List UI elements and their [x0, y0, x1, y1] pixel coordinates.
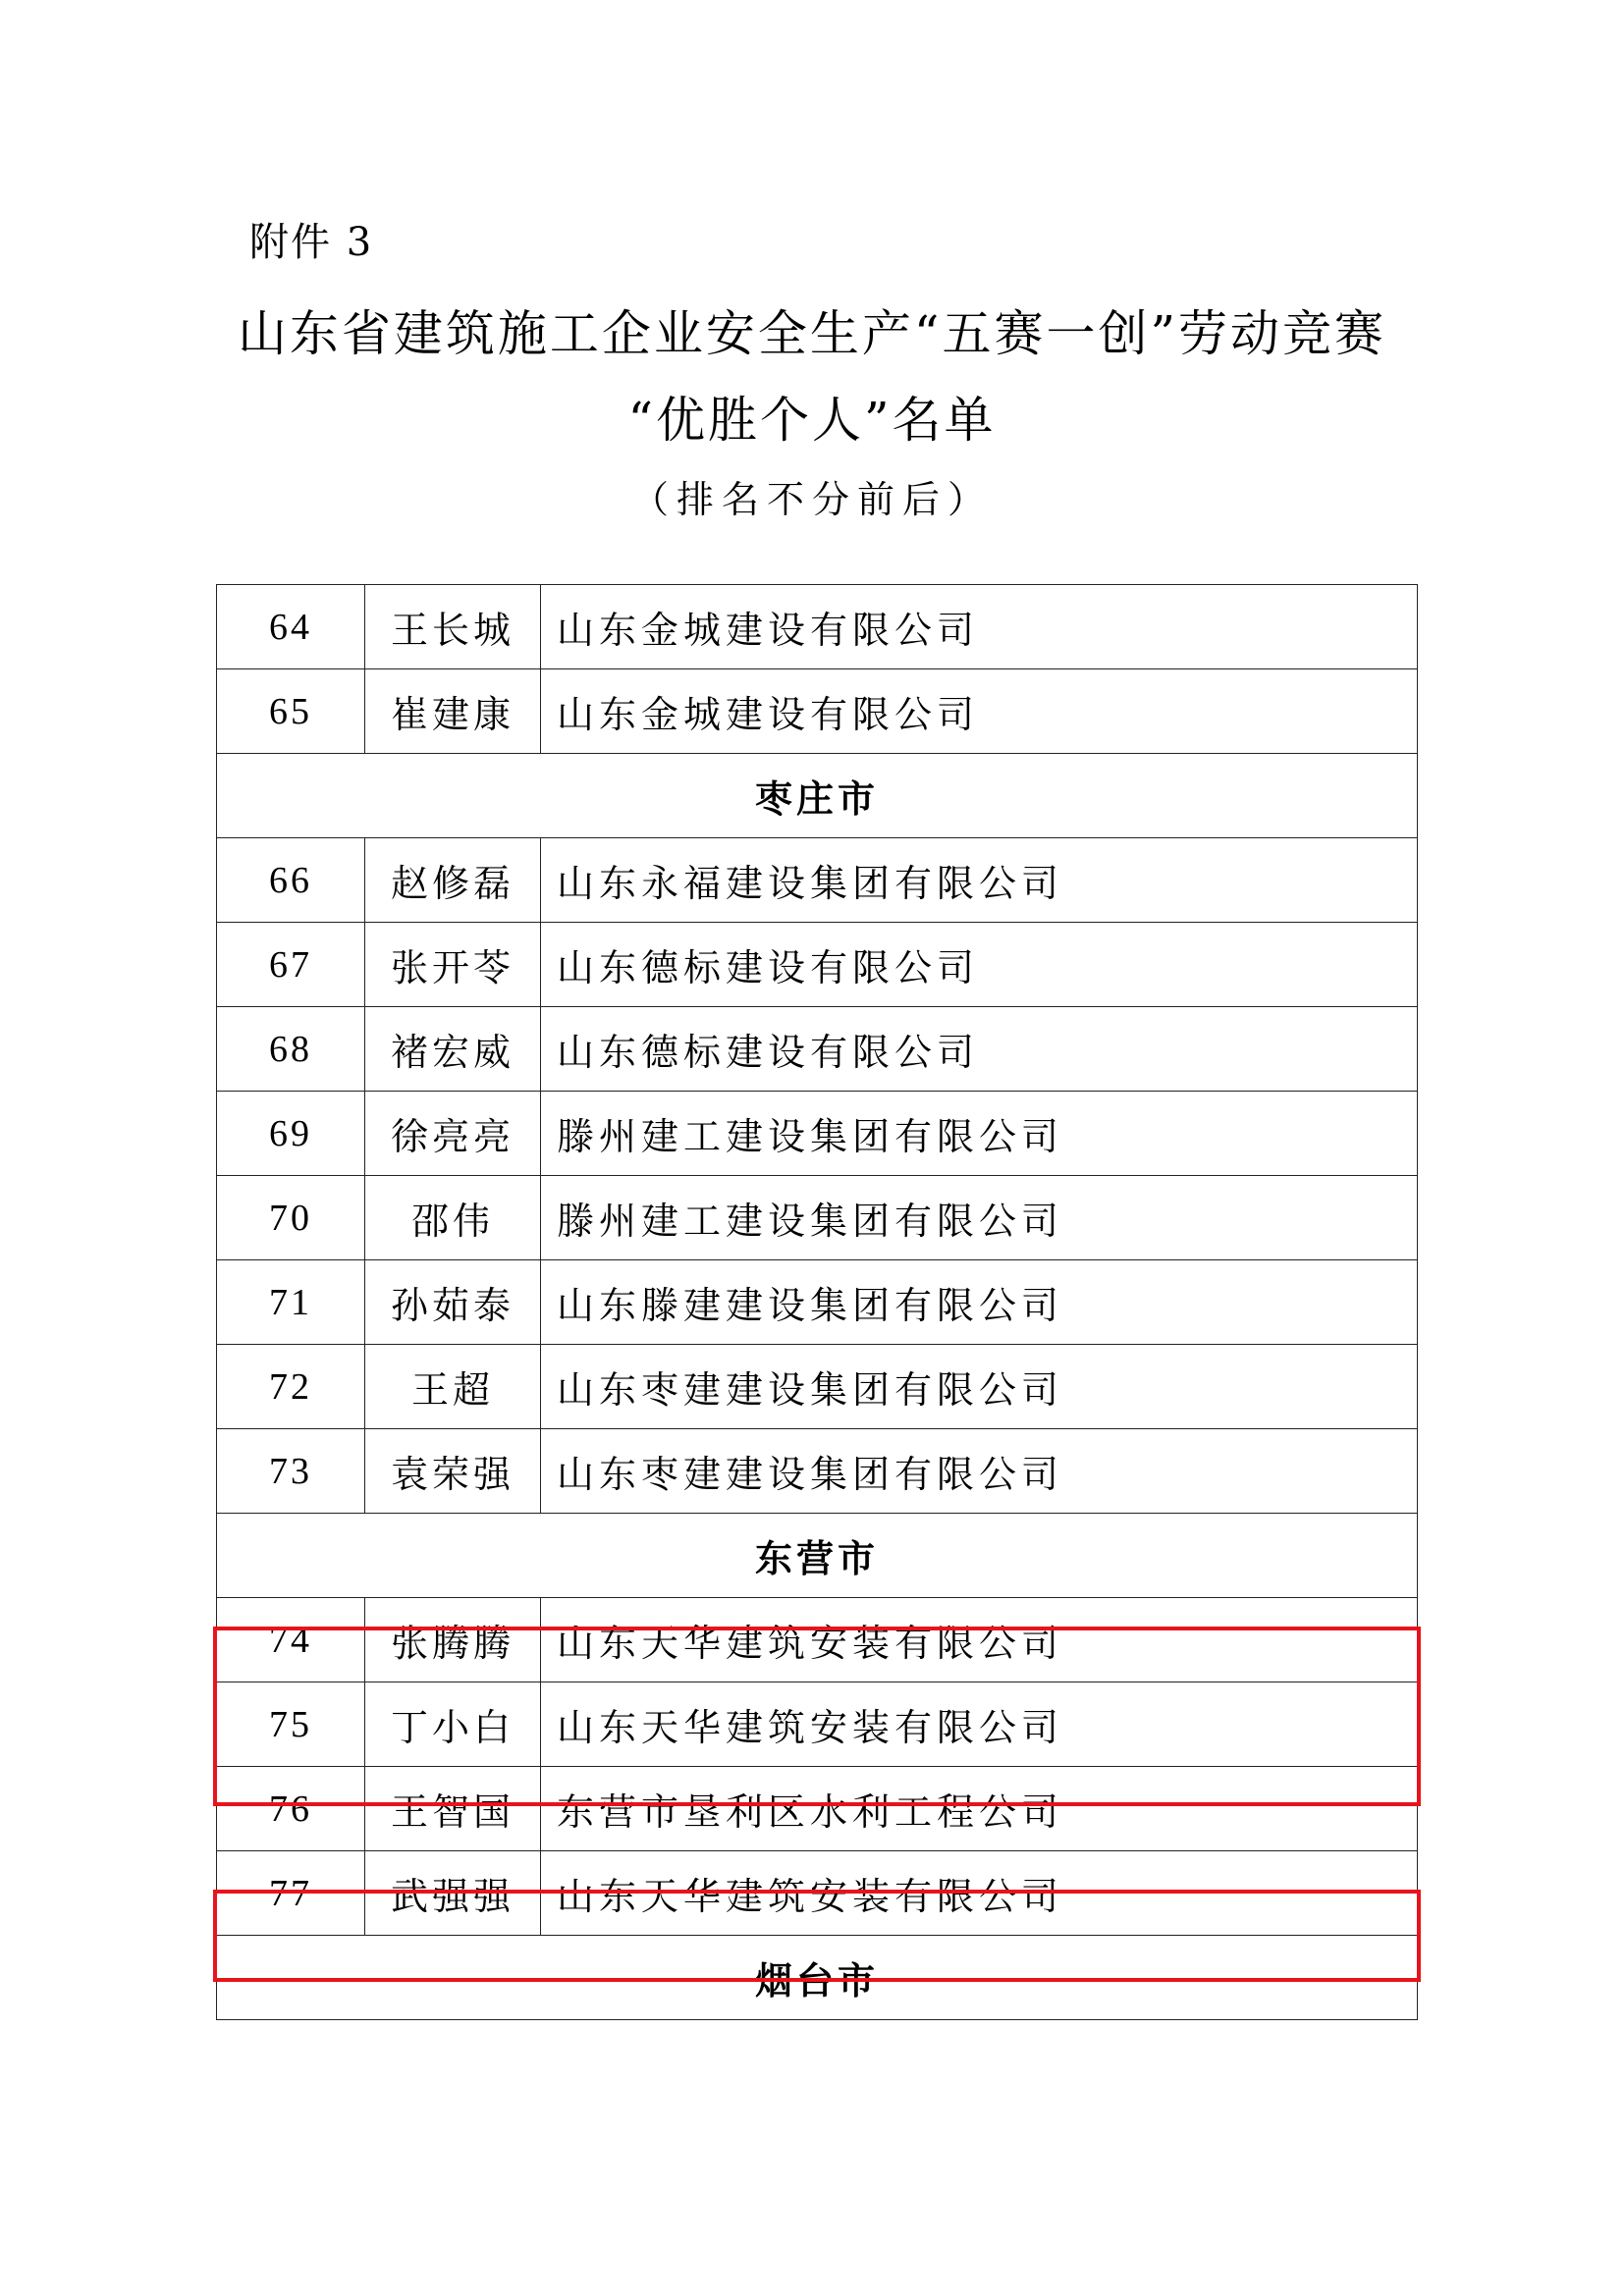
- company-name: 山东永福建设集团有限公司: [541, 838, 1418, 923]
- table-row: [217, 1260, 1418, 1345]
- company-name: 山东天华建筑安装有限公司: [541, 1598, 1418, 1682]
- company-name: 山东枣建建设集团有限公司: [541, 1429, 1418, 1514]
- table-row: [217, 923, 1418, 1007]
- person-name: 王超: [365, 1345, 541, 1429]
- row-number: 66: [217, 838, 365, 923]
- city-section-row: [217, 1514, 1418, 1598]
- table-row: [217, 1092, 1418, 1176]
- table-row: [217, 1682, 1418, 1767]
- winners-table: [216, 584, 1418, 2020]
- company-name: 山东金城建设有限公司: [541, 669, 1418, 754]
- person-name: 邵伟: [365, 1176, 541, 1260]
- table-row: [217, 1429, 1418, 1514]
- company-name: 山东德标建设有限公司: [541, 1007, 1418, 1092]
- document-title-line-1: 山东省建筑施工企业安全生产“五赛一创”劳动竞赛: [237, 305, 1387, 362]
- person-name: 王长城: [365, 585, 541, 669]
- company-name: 山东天华建筑安装有限公司: [541, 1682, 1418, 1767]
- company-name: 滕州建工建设集团有限公司: [541, 1176, 1418, 1260]
- company-name: 山东德标建设有限公司: [541, 923, 1418, 1007]
- row-number: 64: [217, 585, 365, 669]
- person-name: 赵修磊: [365, 838, 541, 923]
- person-name: 徐亮亮: [365, 1092, 541, 1176]
- person-name: 武强强: [365, 1851, 541, 1936]
- person-name: 袁荣强: [365, 1429, 541, 1514]
- person-name: 崔建康: [365, 669, 541, 754]
- row-number: 75: [217, 1682, 365, 1767]
- company-name: 山东金城建设有限公司: [541, 585, 1418, 669]
- table-row: [217, 585, 1418, 669]
- winners-table-body: [217, 585, 1418, 2020]
- city-section-header: 烟台市: [217, 1936, 1418, 2020]
- table-row: [217, 1851, 1418, 1936]
- attachment-label: 附件 3: [249, 220, 374, 265]
- table-row: [217, 1007, 1418, 1092]
- row-number: 67: [217, 923, 365, 1007]
- person-name: 孙茹泰: [365, 1260, 541, 1345]
- row-number: 71: [217, 1260, 365, 1345]
- city-section-header: 枣庄市: [217, 754, 1418, 838]
- table-row: [217, 1767, 1418, 1851]
- person-name: 张开苓: [365, 923, 541, 1007]
- table-row: [217, 669, 1418, 754]
- row-number: 72: [217, 1345, 365, 1429]
- row-number: 77: [217, 1851, 365, 1936]
- row-number: 70: [217, 1176, 365, 1260]
- city-section-header: 东营市: [217, 1514, 1418, 1598]
- city-section-row: [217, 1936, 1418, 2020]
- company-name: 滕州建工建设集团有限公司: [541, 1092, 1418, 1176]
- person-name: 丁小白: [365, 1682, 541, 1767]
- company-name: 山东滕建建设集团有限公司: [541, 1260, 1418, 1345]
- company-name: 山东天华建筑安装有限公司: [541, 1851, 1418, 1936]
- document-title-line-2: “优胜个人”名单: [627, 392, 997, 449]
- table-row: [217, 1598, 1418, 1682]
- row-number: 65: [217, 669, 365, 754]
- person-name: 褚宏威: [365, 1007, 541, 1092]
- row-number: 73: [217, 1429, 365, 1514]
- row-number: 76: [217, 1767, 365, 1851]
- row-number: 69: [217, 1092, 365, 1176]
- table-row: [217, 1176, 1418, 1260]
- table-row: [217, 1345, 1418, 1429]
- row-number: 68: [217, 1007, 365, 1092]
- document-subtitle: （排名不分前后）: [630, 478, 993, 521]
- person-name: 王智国: [365, 1767, 541, 1851]
- company-name: 山东枣建建设集团有限公司: [541, 1345, 1418, 1429]
- company-name: 东营市垦利区水利工程公司: [541, 1767, 1418, 1851]
- city-section-row: [217, 754, 1418, 838]
- row-number: 74: [217, 1598, 365, 1682]
- person-name: 张腾腾: [365, 1598, 541, 1682]
- table-row: [217, 838, 1418, 923]
